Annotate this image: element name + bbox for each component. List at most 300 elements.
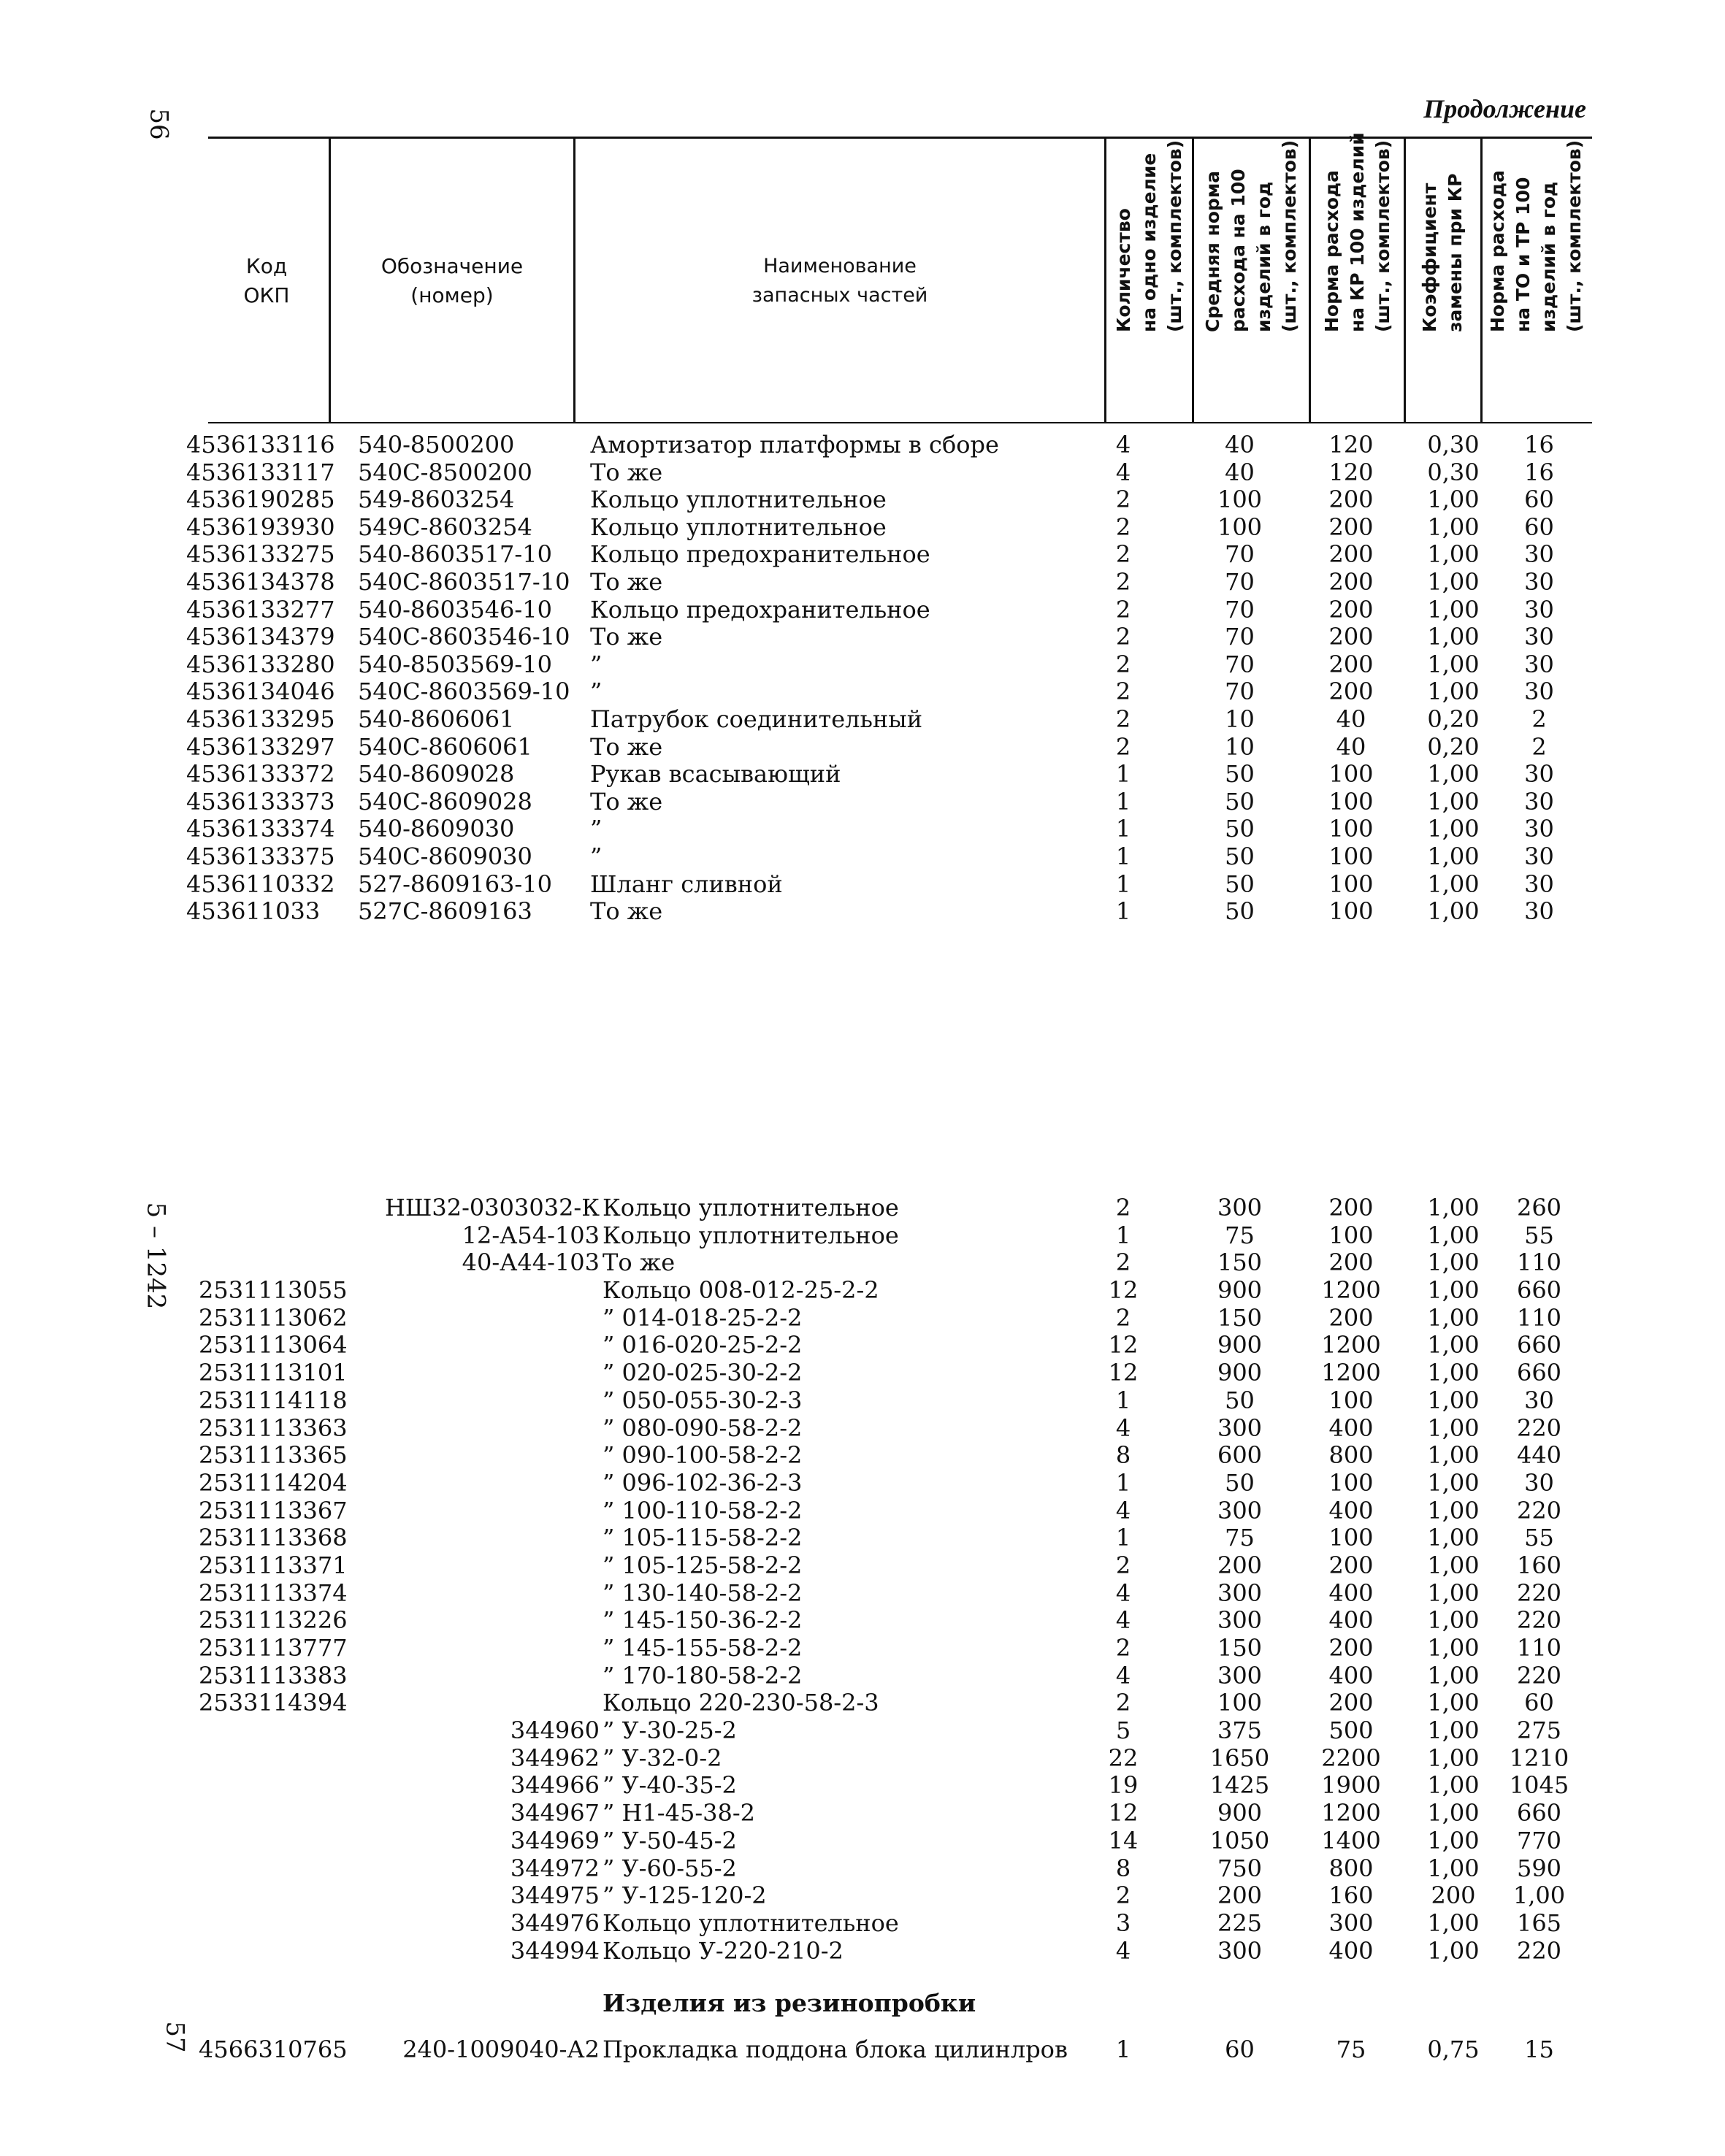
cell-a: 70 xyxy=(1225,623,1255,651)
cell-k: 1,00 xyxy=(1427,1248,1480,1277)
cell-des: 344975 xyxy=(510,1881,600,1910)
cell-a: 50 xyxy=(1225,760,1255,789)
cell-q: 1 xyxy=(1115,897,1131,926)
cell-q: 2 xyxy=(1115,513,1131,541)
cell-g: 30 xyxy=(1524,815,1554,843)
table-row xyxy=(0,623,1680,651)
cell-b: 120 xyxy=(1328,458,1374,486)
cell-k: 1,00 xyxy=(1427,595,1480,624)
cell-a: 75 xyxy=(1225,1524,1255,1552)
cell-code: 4536193930 xyxy=(186,513,335,541)
cell-q: 1 xyxy=(1115,760,1131,789)
cell-b: 40 xyxy=(1336,705,1366,733)
cell-g: 660 xyxy=(1516,1799,1562,1827)
cell-des: 540С-8603517-10 xyxy=(358,567,570,596)
cell-k: 1,00 xyxy=(1427,513,1480,541)
cell-name: ” Н1-45-38-2 xyxy=(603,1799,756,1827)
cell-code: 2531113367 xyxy=(199,1496,348,1524)
cell-q: 5 xyxy=(1115,1716,1131,1745)
header-avg-rate: Средняя норма расхода на 100 изделий в год (шт., комплектов) xyxy=(1202,139,1300,332)
page-number-middle: 5 – 1242 xyxy=(141,1202,171,1310)
cell-name: ” 016-020-25-2-2 xyxy=(603,1331,803,1359)
header-kr-rate: Норма расхода на КР 100 изделий (шт., комплектов) xyxy=(1320,132,1393,332)
cell-b: 100 xyxy=(1328,1221,1374,1249)
table-row xyxy=(0,513,1680,541)
cell-b: 2200 xyxy=(1321,1743,1381,1772)
cell-k: 1,00 xyxy=(1427,1936,1480,1965)
cell-q: 2 xyxy=(1115,595,1131,624)
cell-k: 1,00 xyxy=(1427,1386,1480,1414)
cell-name: ” У-30-25-2 xyxy=(603,1716,737,1745)
cell-g: 660 xyxy=(1516,1359,1562,1387)
cell-b: 200 xyxy=(1328,1194,1374,1221)
cell-name: То же xyxy=(590,623,663,651)
cell-name: Кольцо уплотнительное xyxy=(603,1194,899,1221)
cell-q: 2 xyxy=(1115,705,1131,733)
cell-des: 344972 xyxy=(510,1854,600,1882)
cell-name: Кольцо уплотнительное xyxy=(603,1221,899,1249)
cell-b: 400 xyxy=(1328,1661,1374,1689)
cell-g: 165 xyxy=(1516,1908,1562,1937)
table-row xyxy=(0,678,1680,705)
cell-des: 540-8503569-10 xyxy=(358,650,552,678)
cell-name: Кольцо уплотнительное xyxy=(603,1908,899,1937)
table-row xyxy=(0,431,1680,459)
cell-k: 200 xyxy=(1431,1881,1476,1910)
cell-a: 600 xyxy=(1217,1441,1263,1470)
table-row xyxy=(0,733,1680,761)
cell-q: 1 xyxy=(1115,1468,1131,1497)
table-row xyxy=(0,1276,1680,1304)
cell-q: 2 xyxy=(1115,1881,1131,1910)
table-row xyxy=(0,1744,1680,1772)
cell-code: 2531113368 xyxy=(199,1524,348,1552)
cell-a: 1425 xyxy=(1209,1771,1270,1800)
cell-b: 200 xyxy=(1328,1689,1374,1717)
cell-g: 30 xyxy=(1524,1468,1554,1497)
table-row xyxy=(0,1854,1680,1882)
cell-k: 1,00 xyxy=(1427,787,1480,816)
cell-des: 540-8609028 xyxy=(358,760,515,789)
table-row xyxy=(0,486,1680,513)
cell-k: 1,00 xyxy=(1427,842,1480,870)
cell-a: 1650 xyxy=(1209,1743,1270,1772)
cell-code: 4536134046 xyxy=(186,678,335,706)
cell-name: То же xyxy=(603,1248,676,1277)
cell-q: 1 xyxy=(1115,1386,1131,1414)
cell-q: 2 xyxy=(1115,1689,1131,1717)
cell-b: 40 xyxy=(1336,732,1366,761)
cell-a: 100 xyxy=(1217,513,1263,541)
cell-name: Прокладка поддона блока цилинлров xyxy=(603,2036,1068,2063)
cell-b: 100 xyxy=(1328,1524,1374,1552)
cell-name: ” xyxy=(590,650,603,678)
cell-q: 22 xyxy=(1108,1743,1139,1772)
cell-b: 100 xyxy=(1328,1386,1374,1414)
cell-name: То же xyxy=(590,897,663,926)
cell-b: 160 xyxy=(1328,1881,1374,1910)
cell-g: 60 xyxy=(1524,1689,1554,1717)
cell-g: 660 xyxy=(1516,1276,1562,1305)
cell-q: 2 xyxy=(1115,732,1131,761)
cell-name: ” 145-155-58-2-2 xyxy=(603,1634,803,1662)
cell-g: 275 xyxy=(1516,1716,1562,1745)
table-row xyxy=(0,1799,1680,1827)
cell-des: 344960 xyxy=(510,1716,600,1745)
cell-des: 549-8603254 xyxy=(358,486,515,514)
cell-q: 4 xyxy=(1115,431,1131,459)
cell-q: 1 xyxy=(1115,870,1131,898)
cell-b: 120 xyxy=(1328,431,1374,459)
cell-g: 30 xyxy=(1524,842,1554,870)
cell-des: 540С-8609028 xyxy=(358,787,532,816)
cell-q: 2 xyxy=(1115,650,1131,678)
cell-g: 220 xyxy=(1516,1936,1562,1965)
cell-name: ” 096-102-36-2-3 xyxy=(603,1468,803,1497)
cell-g: 30 xyxy=(1524,567,1554,596)
cell-g: 30 xyxy=(1524,897,1554,926)
cell-name: ” У-50-45-2 xyxy=(603,1826,737,1854)
cell-name: ” 014-018-25-2-2 xyxy=(603,1303,803,1332)
cell-g: 16 xyxy=(1524,431,1554,459)
cell-name: ” У-40-35-2 xyxy=(603,1771,737,1800)
table-row xyxy=(0,2036,1680,2063)
cell-name: ” xyxy=(590,815,603,843)
cell-name: ” xyxy=(590,678,603,706)
cell-a: 900 xyxy=(1217,1276,1263,1305)
cell-a: 200 xyxy=(1217,1551,1263,1579)
table-row xyxy=(0,705,1680,733)
cell-code: 453611033 xyxy=(186,897,321,926)
cell-des: 540С-8603546-10 xyxy=(358,623,570,651)
cell-g: 2 xyxy=(1531,732,1547,761)
table-row xyxy=(0,1689,1680,1716)
cell-b: 100 xyxy=(1328,897,1374,926)
header-bottom-rule xyxy=(208,422,1592,423)
cell-g: 2 xyxy=(1531,705,1547,733)
cell-a: 75 xyxy=(1225,1221,1255,1249)
cell-code: 2531113383 xyxy=(199,1661,348,1689)
cell-code: 2531113777 xyxy=(199,1634,348,1662)
cell-q: 4 xyxy=(1115,458,1131,486)
cell-q: 12 xyxy=(1108,1799,1139,1827)
cell-des: 540С-8609030 xyxy=(358,842,532,870)
cell-q: 1 xyxy=(1115,1221,1131,1249)
cell-g: 30 xyxy=(1524,540,1554,569)
page-number-bottom: 57 xyxy=(160,2021,190,2053)
cell-k: 1,00 xyxy=(1427,1359,1480,1387)
cell-k: 1,00 xyxy=(1427,1689,1480,1717)
cell-b: 300 xyxy=(1328,1908,1374,1937)
cell-b: 200 xyxy=(1328,486,1374,514)
cell-g: 110 xyxy=(1516,1248,1562,1277)
cell-a: 300 xyxy=(1217,1496,1263,1524)
cell-code: 2531113363 xyxy=(199,1413,348,1442)
cell-q: 1 xyxy=(1115,2036,1131,2063)
cell-g: 160 xyxy=(1516,1551,1562,1579)
cell-a: 40 xyxy=(1225,431,1255,459)
cell-a: 150 xyxy=(1217,1303,1263,1332)
cell-name: Шланг сливной xyxy=(590,870,783,898)
cell-k: 1,00 xyxy=(1427,1441,1480,1470)
cell-k: 1,00 xyxy=(1427,1524,1480,1552)
table-row xyxy=(0,1606,1680,1634)
table-row xyxy=(0,1662,1680,1689)
table-row xyxy=(0,1579,1680,1607)
cell-code: 4536134378 xyxy=(186,567,335,596)
cell-des: 344994 xyxy=(510,1936,600,1965)
cell-g: 110 xyxy=(1516,1634,1562,1662)
cell-name: Кольцо уплотнительное xyxy=(590,513,887,541)
cell-k: 0,30 xyxy=(1427,458,1480,486)
cell-g: 770 xyxy=(1516,1826,1562,1854)
cell-q: 8 xyxy=(1115,1441,1131,1470)
cell-q: 2 xyxy=(1115,486,1131,514)
cell-g: 30 xyxy=(1524,787,1554,816)
cell-code: 4536133280 xyxy=(186,650,335,678)
table-row xyxy=(0,843,1680,870)
cell-q: 4 xyxy=(1115,1413,1131,1442)
header-designation: Обозначение (номер) xyxy=(380,254,524,307)
cell-g: 16 xyxy=(1524,458,1554,486)
cell-des: 344967 xyxy=(510,1799,600,1827)
cell-code: 4536110332 xyxy=(186,870,335,898)
cell-q: 2 xyxy=(1115,1634,1131,1662)
table-row xyxy=(0,1524,1680,1551)
header-coef: Коэффициент замены при КР xyxy=(1419,173,1466,332)
cell-name: ” 080-090-58-2-2 xyxy=(603,1413,803,1442)
header-name: Наименование запасных частей xyxy=(751,255,928,307)
cell-a: 100 xyxy=(1217,486,1263,514)
cell-code: 4536133116 xyxy=(186,431,335,459)
cell-g: 60 xyxy=(1524,486,1554,514)
cell-des: 527-8609163-10 xyxy=(358,870,552,898)
cell-code: 4536133275 xyxy=(186,540,335,569)
cell-k: 1,00 xyxy=(1427,540,1480,569)
cell-g: 110 xyxy=(1516,1303,1562,1332)
cell-k: 1,00 xyxy=(1427,1771,1480,1800)
cell-k: 1,00 xyxy=(1427,1331,1480,1359)
cell-a: 300 xyxy=(1217,1194,1263,1221)
cell-code: 2531114118 xyxy=(199,1386,348,1414)
cell-code: 2531114204 xyxy=(199,1468,348,1497)
cell-des: 540-8603546-10 xyxy=(358,595,552,624)
cell-a: 70 xyxy=(1225,650,1255,678)
table-row xyxy=(0,1304,1680,1332)
cell-k: 1,00 xyxy=(1427,1578,1480,1607)
cell-b: 400 xyxy=(1328,1936,1374,1965)
cell-g: 260 xyxy=(1516,1194,1562,1221)
cell-name: То же xyxy=(590,787,663,816)
cell-code: 4536133373 xyxy=(186,787,335,816)
cell-q: 12 xyxy=(1108,1359,1139,1387)
cell-name: ” 105-125-58-2-2 xyxy=(603,1551,803,1579)
cell-b: 100 xyxy=(1328,1468,1374,1497)
cell-des: 549С-8603254 xyxy=(358,513,532,541)
cell-g: 60 xyxy=(1524,513,1554,541)
cell-k: 1,00 xyxy=(1427,486,1480,514)
table-row xyxy=(0,540,1680,568)
cell-b: 1400 xyxy=(1321,1826,1381,1854)
cell-g: 1,00 xyxy=(1512,1881,1566,1910)
cell-k: 1,00 xyxy=(1427,897,1480,926)
cell-g: 30 xyxy=(1524,650,1554,678)
cell-des: 344962 xyxy=(510,1743,600,1772)
cell-name: ” 130-140-58-2-2 xyxy=(603,1578,803,1607)
cell-g: 30 xyxy=(1524,678,1554,706)
cell-name: Кольцо предохранительное xyxy=(590,595,930,624)
cell-g: 590 xyxy=(1516,1854,1562,1882)
cell-k: 1,00 xyxy=(1427,760,1480,789)
cell-a: 1050 xyxy=(1209,1826,1270,1854)
cell-b: 1200 xyxy=(1321,1276,1381,1305)
table-row xyxy=(0,651,1680,678)
cell-a: 300 xyxy=(1217,1578,1263,1607)
parts-table-top xyxy=(0,431,1680,925)
cell-a: 100 xyxy=(1217,1689,1263,1717)
cell-a: 50 xyxy=(1225,815,1255,843)
cell-q: 8 xyxy=(1115,1854,1131,1882)
cell-k: 0,20 xyxy=(1427,732,1480,761)
cell-q: 2 xyxy=(1115,1248,1131,1277)
table-row xyxy=(0,760,1680,788)
cell-a: 50 xyxy=(1225,842,1255,870)
cell-q: 2 xyxy=(1115,567,1131,596)
cell-a: 300 xyxy=(1217,1413,1263,1442)
cell-g: 220 xyxy=(1516,1413,1562,1442)
cell-name: ” 105-115-58-2-2 xyxy=(603,1524,803,1552)
cell-b: 1900 xyxy=(1321,1771,1381,1800)
cell-g: 220 xyxy=(1516,1496,1562,1524)
cell-k: 1,00 xyxy=(1427,815,1480,843)
cell-b: 400 xyxy=(1328,1496,1374,1524)
table-row xyxy=(0,1359,1680,1386)
section-title: Изделия из резинопробки xyxy=(603,1989,976,2017)
cell-k: 1,00 xyxy=(1427,1413,1480,1442)
cell-g: 1045 xyxy=(1509,1771,1569,1800)
cell-name: ” 170-180-58-2-2 xyxy=(603,1661,803,1689)
cell-b: 200 xyxy=(1328,623,1374,651)
cell-code: 4536133295 xyxy=(186,705,335,733)
cell-a: 50 xyxy=(1225,870,1255,898)
table-row xyxy=(0,897,1680,925)
cell-name: То же xyxy=(590,567,663,596)
table-row xyxy=(0,1827,1680,1854)
cell-a: 70 xyxy=(1225,567,1255,596)
cell-name: Рукав всасывающий xyxy=(590,760,841,789)
cell-b: 800 xyxy=(1328,1854,1374,1882)
cell-q: 2 xyxy=(1115,678,1131,706)
cell-a: 10 xyxy=(1225,705,1255,733)
cell-name: ” 020-025-30-2-2 xyxy=(603,1359,803,1387)
cell-q: 12 xyxy=(1108,1276,1139,1305)
cell-g: 30 xyxy=(1524,870,1554,898)
cell-q: 1 xyxy=(1115,787,1131,816)
cell-a: 50 xyxy=(1225,1386,1255,1414)
cell-a: 900 xyxy=(1217,1331,1263,1359)
table-row xyxy=(0,568,1680,596)
cell-name: ” У-32-0-2 xyxy=(603,1743,722,1772)
table-row xyxy=(0,788,1680,816)
cell-b: 200 xyxy=(1328,513,1374,541)
cell-code: 4536133372 xyxy=(186,760,335,789)
cell-b: 800 xyxy=(1328,1441,1374,1470)
cell-k: 0,75 xyxy=(1427,2036,1480,2063)
cell-code: 4566310765 xyxy=(199,2036,348,2063)
cell-g: 30 xyxy=(1524,1386,1554,1414)
cell-code: 2531113062 xyxy=(199,1303,348,1332)
table-row xyxy=(0,1551,1680,1579)
cell-a: 50 xyxy=(1225,1468,1255,1497)
cell-k: 1,00 xyxy=(1427,1716,1480,1745)
cell-des: 40-А44-103 xyxy=(462,1248,600,1277)
cell-g: 220 xyxy=(1516,1606,1562,1635)
cell-k: 0,20 xyxy=(1427,705,1480,733)
cell-des: 344969 xyxy=(510,1826,600,1854)
table-row xyxy=(0,1386,1680,1414)
cell-k: 1,00 xyxy=(1427,1496,1480,1524)
cell-des: 540-8603517-10 xyxy=(358,540,552,569)
table-row xyxy=(0,1469,1680,1497)
cell-code: 4536133117 xyxy=(186,458,335,486)
table-row xyxy=(0,1771,1680,1799)
cell-a: 300 xyxy=(1217,1661,1263,1689)
cell-name: ” 100-110-58-2-2 xyxy=(603,1496,803,1524)
cell-b: 400 xyxy=(1328,1413,1374,1442)
table-row xyxy=(0,1909,1680,1937)
table-row xyxy=(0,1441,1680,1469)
cell-b: 200 xyxy=(1328,678,1374,706)
cell-q: 1 xyxy=(1115,842,1131,870)
cell-b: 75 xyxy=(1336,2036,1366,2063)
cell-g: 440 xyxy=(1516,1441,1562,1470)
cell-b: 400 xyxy=(1328,1578,1374,1607)
cell-q: 14 xyxy=(1108,1826,1139,1854)
cell-code: 2531113101 xyxy=(199,1359,348,1387)
cell-b: 200 xyxy=(1328,1551,1374,1579)
cell-k: 1,00 xyxy=(1427,623,1480,651)
cell-b: 200 xyxy=(1328,595,1374,624)
cell-name: ” xyxy=(590,842,603,870)
cell-b: 200 xyxy=(1328,650,1374,678)
cell-a: 300 xyxy=(1217,1606,1263,1635)
cell-b: 100 xyxy=(1328,842,1374,870)
cell-q: 2 xyxy=(1115,1194,1131,1221)
cell-a: 150 xyxy=(1217,1634,1263,1662)
cell-code: 2533114394 xyxy=(199,1689,348,1717)
cell-q: 1 xyxy=(1115,815,1131,843)
cell-b: 100 xyxy=(1328,870,1374,898)
cell-code: 4536133297 xyxy=(186,732,335,761)
cell-k: 1,00 xyxy=(1427,1854,1480,1882)
table-row xyxy=(0,1414,1680,1442)
cell-g: 15 xyxy=(1524,2036,1554,2063)
cell-name: Кольцо У-220-210-2 xyxy=(603,1936,844,1965)
table-row xyxy=(0,1716,1680,1744)
cell-k: 1,00 xyxy=(1427,1634,1480,1662)
cell-q: 4 xyxy=(1115,1936,1131,1965)
cell-code: 2531113365 xyxy=(199,1441,348,1470)
cell-name: ” 145-150-36-2-2 xyxy=(603,1606,803,1635)
cell-a: 60 xyxy=(1225,2036,1255,2063)
cell-name: Кольцо 220-230-58-2-3 xyxy=(603,1689,879,1717)
cell-q: 3 xyxy=(1115,1908,1131,1937)
cell-k: 1,00 xyxy=(1427,678,1480,706)
cell-a: 225 xyxy=(1217,1908,1263,1937)
cell-des: 344976 xyxy=(510,1908,600,1937)
cell-k: 1,00 xyxy=(1427,1551,1480,1579)
cell-b: 1200 xyxy=(1321,1799,1381,1827)
